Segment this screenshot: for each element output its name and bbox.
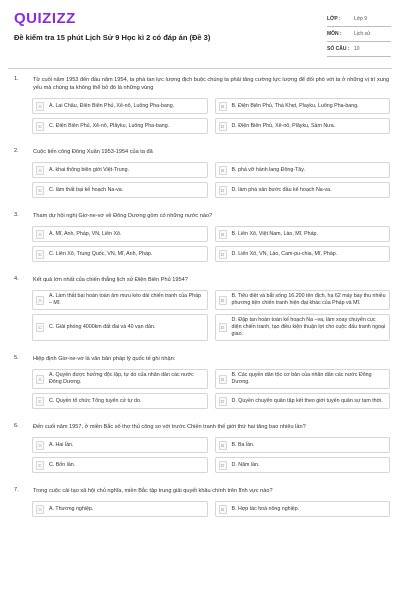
answer-option[interactable] xyxy=(215,98,391,114)
answer-option[interactable] xyxy=(32,226,208,242)
question-text: Tham dự hội nghị Giơ-ne-vơ về Đông Dương gồm có những nước nào? xyxy=(33,213,213,219)
answer-option[interactable] xyxy=(32,246,208,262)
option-text: A. Mĩ, Anh, Pháp, VN, Liên Xô. xyxy=(49,230,122,237)
worksheet-header xyxy=(0,0,400,68)
question-item xyxy=(0,487,400,517)
option-letter-box: D xyxy=(219,461,227,470)
header-divider xyxy=(8,68,392,69)
option-text: C. Quyền tổ chức Tổng tuyển cử tự do. xyxy=(49,397,142,404)
meta-label: MÔN : xyxy=(327,31,342,37)
option-letter-box: A xyxy=(36,375,44,384)
answer-option[interactable] xyxy=(215,501,391,517)
question-number: 4. xyxy=(14,276,19,282)
option-letter-box: C xyxy=(36,250,44,259)
option-letter-box: C xyxy=(36,186,44,195)
meta-row-subject xyxy=(327,27,391,42)
option-text: B. Các quyền dân tộc cơ bản của nhân dân các nước Đông Dương. xyxy=(231,372,372,385)
answer-option[interactable] xyxy=(32,457,208,473)
question-text: Đến cuối năm 1957, ở miền Bắc số thợ thủ công so với trước Chiến tranh thế giới thứ hai tăng bao nhiêu lần? xyxy=(33,424,306,430)
meta-row-class xyxy=(327,12,391,27)
page-title: Đề kiểm tra 15 phút Lịch Sử 9 Học kì 2 có đáp án (Đề 3) xyxy=(14,33,211,42)
option-text: B. Tiêu diệt và bắt sống 16.200 tên địch, hạ 62 máy bay thu nhiều phương tiện chiến tranh hiện đại khác của Pháp và Mĩ. xyxy=(231,293,386,306)
option-letter-box: D xyxy=(219,250,227,259)
answer-option[interactable] xyxy=(215,182,391,198)
question-item xyxy=(0,148,400,198)
question-number: 2. xyxy=(14,148,19,154)
option-letter-box: D xyxy=(219,122,227,131)
option-letter-box: B xyxy=(219,505,227,514)
option-letter-box: B xyxy=(219,296,227,305)
answer-option[interactable] xyxy=(215,457,391,473)
answer-option[interactable] xyxy=(215,162,391,178)
option-letter-box: C xyxy=(36,461,44,470)
answer-option[interactable] xyxy=(32,437,208,453)
question-text: Kết quả lớn nhất của chiến thắng lịch sử Điện Biên Phủ 1954? xyxy=(33,277,188,283)
answer-option[interactable] xyxy=(32,98,208,114)
answer-option[interactable] xyxy=(215,290,391,310)
question-number: 5. xyxy=(14,355,19,361)
answer-options xyxy=(32,98,390,134)
question-item xyxy=(0,212,400,262)
question-text: Trong cuộc cải tạo xã hội chủ nghĩa, miền Bắc tập trung giải quyết khâu chính trên lĩnh vực nào? xyxy=(33,488,273,494)
option-letter-box: A xyxy=(36,102,44,111)
answer-option[interactable] xyxy=(32,182,208,198)
answer-option[interactable] xyxy=(215,226,391,242)
answer-option[interactable] xyxy=(215,314,391,341)
answer-option[interactable] xyxy=(215,118,391,134)
option-letter-box: D xyxy=(219,397,227,406)
answer-option[interactable] xyxy=(215,393,391,409)
meta-box xyxy=(327,12,391,57)
option-text: B. Liên Xô, Việt Nam, Lào, Mĩ, Pháp. xyxy=(231,230,318,237)
question-list xyxy=(0,76,400,531)
answer-option[interactable] xyxy=(32,290,208,310)
answer-options xyxy=(32,369,390,409)
option-letter-box: B xyxy=(219,166,227,175)
question-item xyxy=(0,276,400,341)
question-text: Hiệp định Giơ-ne-vơ là văn bản pháp lý quốc tế ghi nhận: xyxy=(33,356,176,362)
option-text: D. Liên Xô, VN, Lào, Cam-pu-chia, Mĩ, Pháp. xyxy=(231,250,338,257)
option-text: A. Làm thất bại hoàn toàn âm mưu kéo dài chiến tranh của Pháp – Mĩ. xyxy=(49,293,201,306)
answer-option[interactable] xyxy=(32,369,208,389)
meta-value: 10 xyxy=(354,46,360,52)
option-letter-box: B xyxy=(219,230,227,239)
option-text: A. Lai Châu, Điện Biên Phủ, Xê-nô, Luông Pha-bang. xyxy=(49,102,175,109)
answer-option[interactable] xyxy=(32,393,208,409)
option-letter-box: C xyxy=(36,397,44,406)
answer-option[interactable] xyxy=(32,118,208,134)
option-letter-box: B xyxy=(219,441,227,450)
option-text: A. Hai lần. xyxy=(49,441,74,448)
option-text: A. Thương nghiệp. xyxy=(49,505,94,512)
answer-option[interactable] xyxy=(32,501,208,517)
answer-options xyxy=(32,226,390,262)
question-number: 3. xyxy=(14,212,19,218)
meta-label: SỐ CÂU : xyxy=(327,46,350,52)
option-letter-box: A xyxy=(36,166,44,175)
option-text: C. Liên Xô, Trung Quốc, VN, Mĩ, Anh, Pháp. xyxy=(49,250,153,257)
question-item xyxy=(0,423,400,473)
meta-value: Lịch sử xyxy=(354,31,371,37)
option-text: B. Điện Biên Phủ, Thà Khẹt, Playku, Luông Pha-bang. xyxy=(231,102,359,109)
meta-label: LỚP : xyxy=(327,16,341,22)
option-letter-box: A xyxy=(36,505,44,514)
option-letter-box: B xyxy=(219,375,227,384)
meta-value: Lớp 9 xyxy=(354,16,368,22)
answer-options xyxy=(32,501,390,517)
option-letter-box: D xyxy=(219,323,227,332)
option-text: C. Giải phóng 4000km đất đai và 40 vạn dân. xyxy=(49,324,156,330)
option-text: C. làm thất bại kế hoạch Na-va. xyxy=(49,186,124,193)
question-item xyxy=(0,355,400,409)
question-number: 1. xyxy=(14,76,19,82)
option-letter-box: D xyxy=(219,186,227,195)
option-text: A. khai thông biên giới Việt-Trung. xyxy=(49,166,130,173)
option-letter-box: A xyxy=(36,441,44,450)
option-letter-box: C xyxy=(36,122,44,131)
answer-option[interactable] xyxy=(32,314,208,341)
question-number: 6. xyxy=(14,423,19,429)
option-letter-box: B xyxy=(219,102,227,111)
question-item xyxy=(0,76,400,134)
meta-row-count xyxy=(327,42,391,57)
option-text: D. làm phá sản bước đầu kế hoạch Na-va. xyxy=(231,186,332,193)
option-text: C. Điện Biên Phủ, Xê-nô, Plâyku, Luông Pha-bang. xyxy=(49,122,170,129)
option-text: C. Bốn lần. xyxy=(49,461,76,468)
answer-option[interactable] xyxy=(32,162,208,178)
answer-options xyxy=(32,290,390,341)
question-text: Từ cuối năm 1953 đến đầu năm 1954, ta phá tan lực lượng địch buộc chúng ta phải tăng cường lực lượng để đối phó với ta ở những vị trí xung yếu mà chúng ta không thể bỏ đó là những vùng xyxy=(33,77,390,91)
answer-option[interactable] xyxy=(215,437,391,453)
option-text: D. Điện Biên Phủ, Xê-nô, Plâyku, Sầm Nưa. xyxy=(231,122,336,129)
option-text: B. phá vỡ hành lang Đông-Tây. xyxy=(231,166,305,173)
option-text: D. Đập tan hoàn toàn kế hoạch Na –va, làm xoay chuyển cục diện chiến tranh, tạo điều kiện thuận lợi cho cuộc đấu tranh ngoại giao. xyxy=(231,317,386,337)
option-text: B. Ba lần. xyxy=(231,441,255,448)
option-text: A. Quyền được hưởng độc lập, tự do của nhân dân các nước Đông Dương. xyxy=(49,372,194,385)
option-text: D. Năm lần. xyxy=(231,461,260,468)
answer-option[interactable] xyxy=(215,246,391,262)
option-text: B. Hợp tác hoá nông nghiệp. xyxy=(231,505,300,512)
answer-option[interactable] xyxy=(215,369,391,389)
option-letter-box: A xyxy=(36,230,44,239)
answer-options xyxy=(32,437,390,473)
option-text: D. Quyền chuyển quân tập kết theo giới tuyến quân sự tạm thời. xyxy=(231,397,383,404)
option-letter-box: C xyxy=(36,323,44,332)
question-text: Cuộc tiến công Đông Xuân 1953-1954 của ta đã xyxy=(33,149,153,155)
question-number: 7. xyxy=(14,487,19,493)
answer-options xyxy=(32,162,390,198)
option-letter-box: A xyxy=(36,296,44,305)
quizizz-logo: QUIZIZZ xyxy=(14,10,76,27)
